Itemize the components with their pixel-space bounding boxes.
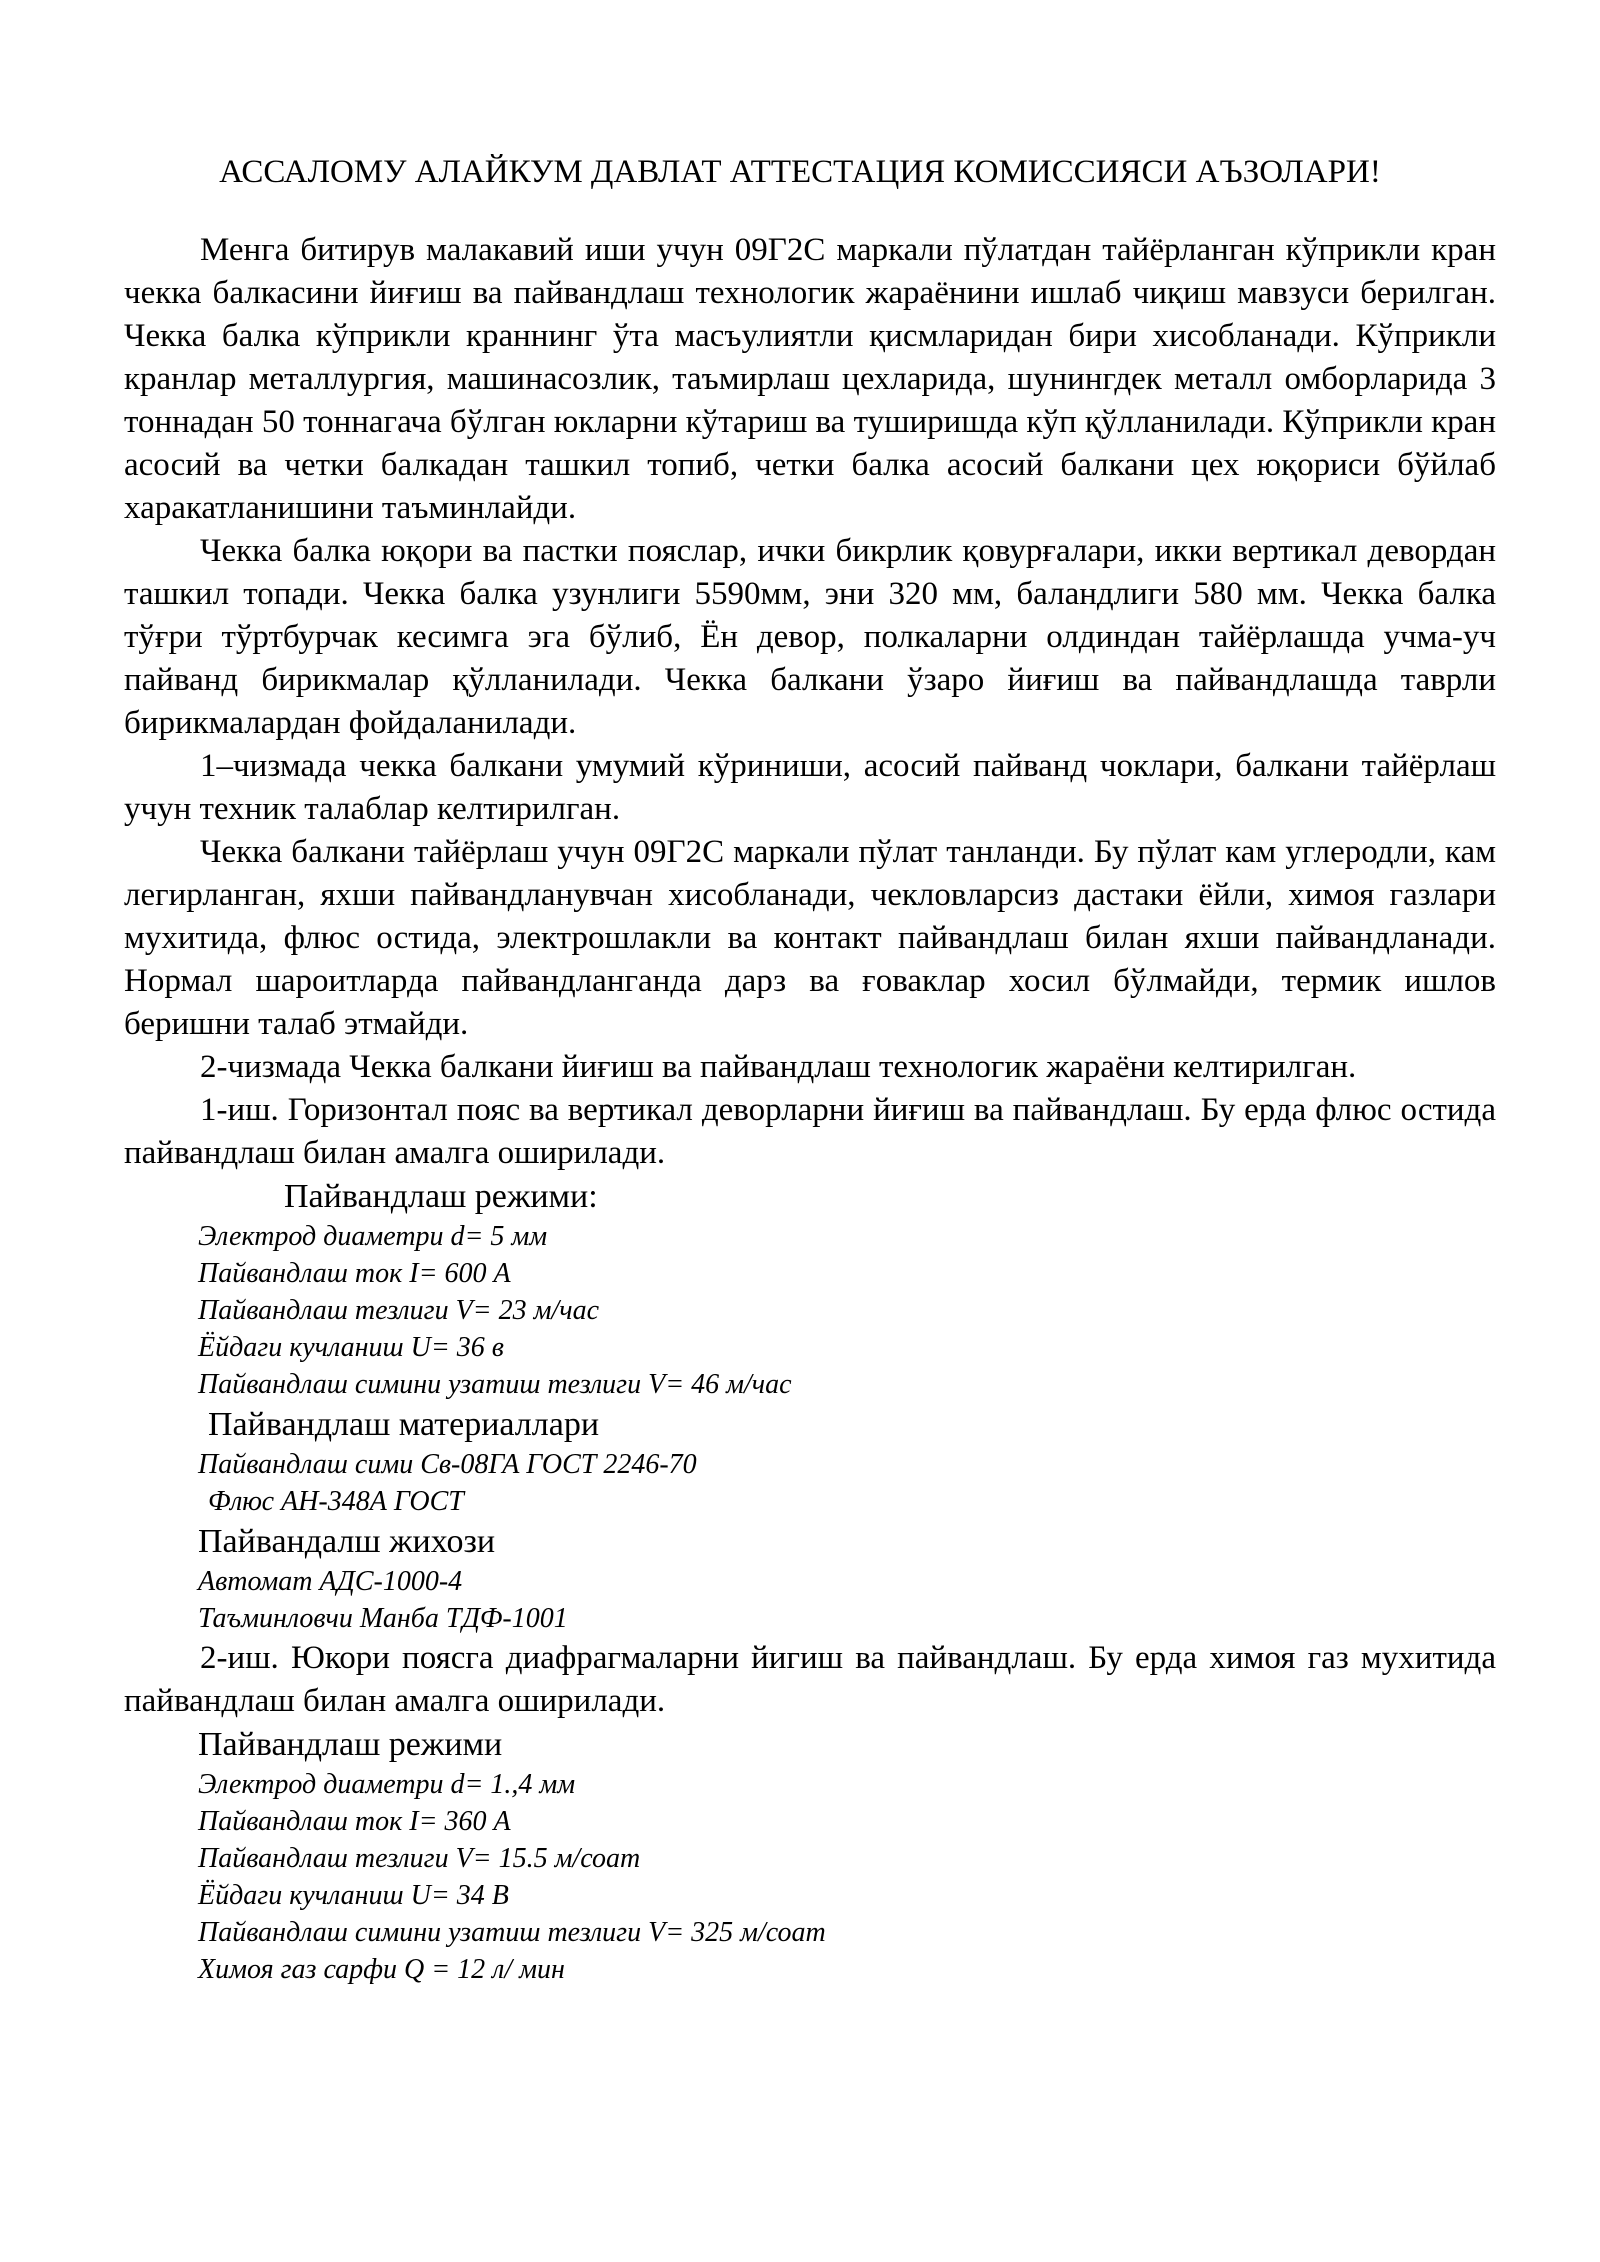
drawing-2-paragraph: 2-чизмада Чекка балкани йиғиш ва пайвандлаш технологик жараёни келтирилган. [200, 1049, 1357, 1085]
op1-equipment-heading: Пайвандалш жихози [198, 1523, 496, 1560]
steel-selection-paragraph: Чекка балкани тайёрлаш учун 09Г2С маркали пўлат танланди. Бу пўлат кам углеродли, кам легирланган, яхши пайвандланувчан хисобланади, чекловларсиз дастаки ёйли, химоя газлари мухитида, флюс остида, электрошлакли ва контакт пайвандлаш билан яхши пайвандланади. Нормал шароитларда пайвандланганда дарз ва ғоваклар хосил бўлмайди, термик ишлов беришни талаб этмайди. [124, 834, 1496, 1042]
op1-mode-item: Ёйдаги кучланиш U= 36 в [198, 1332, 504, 1363]
op1-mode-item: Пайвандлаш тезлиги V= 23 м/час [198, 1295, 599, 1326]
drawing-1-paragraph: 1–чизмада чекка балкани умумий кўриниши, асосий пайванд чоклари, балкани тайёрлаш учун техник талаблар келтирилган. [124, 748, 1496, 827]
op2-mode-item: Ёйдаги кучланиш U= 34 В [198, 1880, 509, 1911]
op1-mode-heading: Пайвандлаш режими: [284, 1178, 598, 1215]
op1-mode-item: Электрод диаметри d= 5 мм [198, 1221, 548, 1252]
op2-mode-heading: Пайвандлаш режими [198, 1726, 503, 1763]
document-body [124, 229, 1496, 1988]
op1-equipment-item: Автомат АДС-1000-4 [198, 1566, 463, 1597]
op1-equipment-item: Таъминловчи Манба ТДФ-1001 [198, 1603, 568, 1634]
op1-materials-heading: Пайвандлаш материаллари [208, 1406, 600, 1443]
op2-mode-item: Пайвандлаш тезлиги V= 15.5 м/соат [198, 1843, 641, 1874]
op1-material-item: Пайвандлаш сими Св-08ГА ГОСТ 2246-70 [198, 1449, 697, 1480]
op2-mode-item: Пайвандлаш симини узатиш тезлиги V= 325 м/соат [198, 1917, 826, 1948]
op2-mode-item: Химоя газ сарфи Q = 12 л/ мин [198, 1954, 565, 1985]
op1-mode-item: Пайвандлаш симини узатиш тезлиги V= 46 м/час [198, 1369, 792, 1400]
intro-paragraph: Менга битирув малакавий иши учун 09Г2С маркали пўлатдан тайёрланган кўприкли кран чекка балкасини йиғиш ва пайвандлаш технологик жараёнини ишлаб чиқиш мавзуси берилган. Чекка балка кўприкли краннинг ўта масъулиятли қисмларидан бири хисобланади. Кўприкли кранлар металлургия, машинасозлик, таъмирлаш цехларида, шунингдек металл омборларида 3 тоннадан 50 тоннагача бўлган юкларни кўтариш ва туширишда кўп қўлланилади. Кўприкли кран асосий ва четки балкадан ташкил топиб, четки балка асосий балкани цех юқориси бўйлаб харакатланишини таъминлайди. [124, 232, 1496, 526]
op2-mode-item: Пайвандлаш ток I= 360 А [198, 1806, 511, 1837]
op1-mode-item: Пайвандлаш ток I= 600 А [198, 1258, 511, 1289]
page-title: АССАЛОМУ АЛАЙКУМ ДАВЛАТ АТТЕСТАЦИЯ КОМИССИЯСИ АЪЗОЛАРИ! [219, 154, 1381, 190]
operation-1-paragraph: 1-иш. Горизонтал пояс ва вертикал деворларни йиғиш ва пайвандлаш. Бу ерда флюс остида пайвандлаш билан амалга оширилади. [124, 1092, 1496, 1171]
beam-structure-paragraph: Чекка балка юқори ва пастки пояслар, ички бикрлик қовурғалари, икки вертикал девордан ташкил топади. Чекка балка узунлиги 5590мм, эни 320 мм, баландлиги 580 мм. Чекка балка тўғри тўртбурчак кесимга эга бўлиб, Ён девор, полкаларни олдиндан тайёрлашда учма-уч пайванд бирикмалар қўлланилади. Чекка балкани ўзаро йиғиш ва пайвандлашда таврли бирикмалардан фойдаланилади. [124, 533, 1496, 741]
op2-mode-item: Электрод диаметри d= 1.,4 мм [198, 1769, 576, 1800]
op1-material-item: Флюс АН-348А ГОСТ [208, 1486, 464, 1517]
operation-2-paragraph: 2-иш. Юкори поясга диафрагмаларни йигиш ва пайвандлаш. Бу ерда химоя газ мухитида пайвандлаш билан амалга оширилади. [124, 1640, 1496, 1719]
